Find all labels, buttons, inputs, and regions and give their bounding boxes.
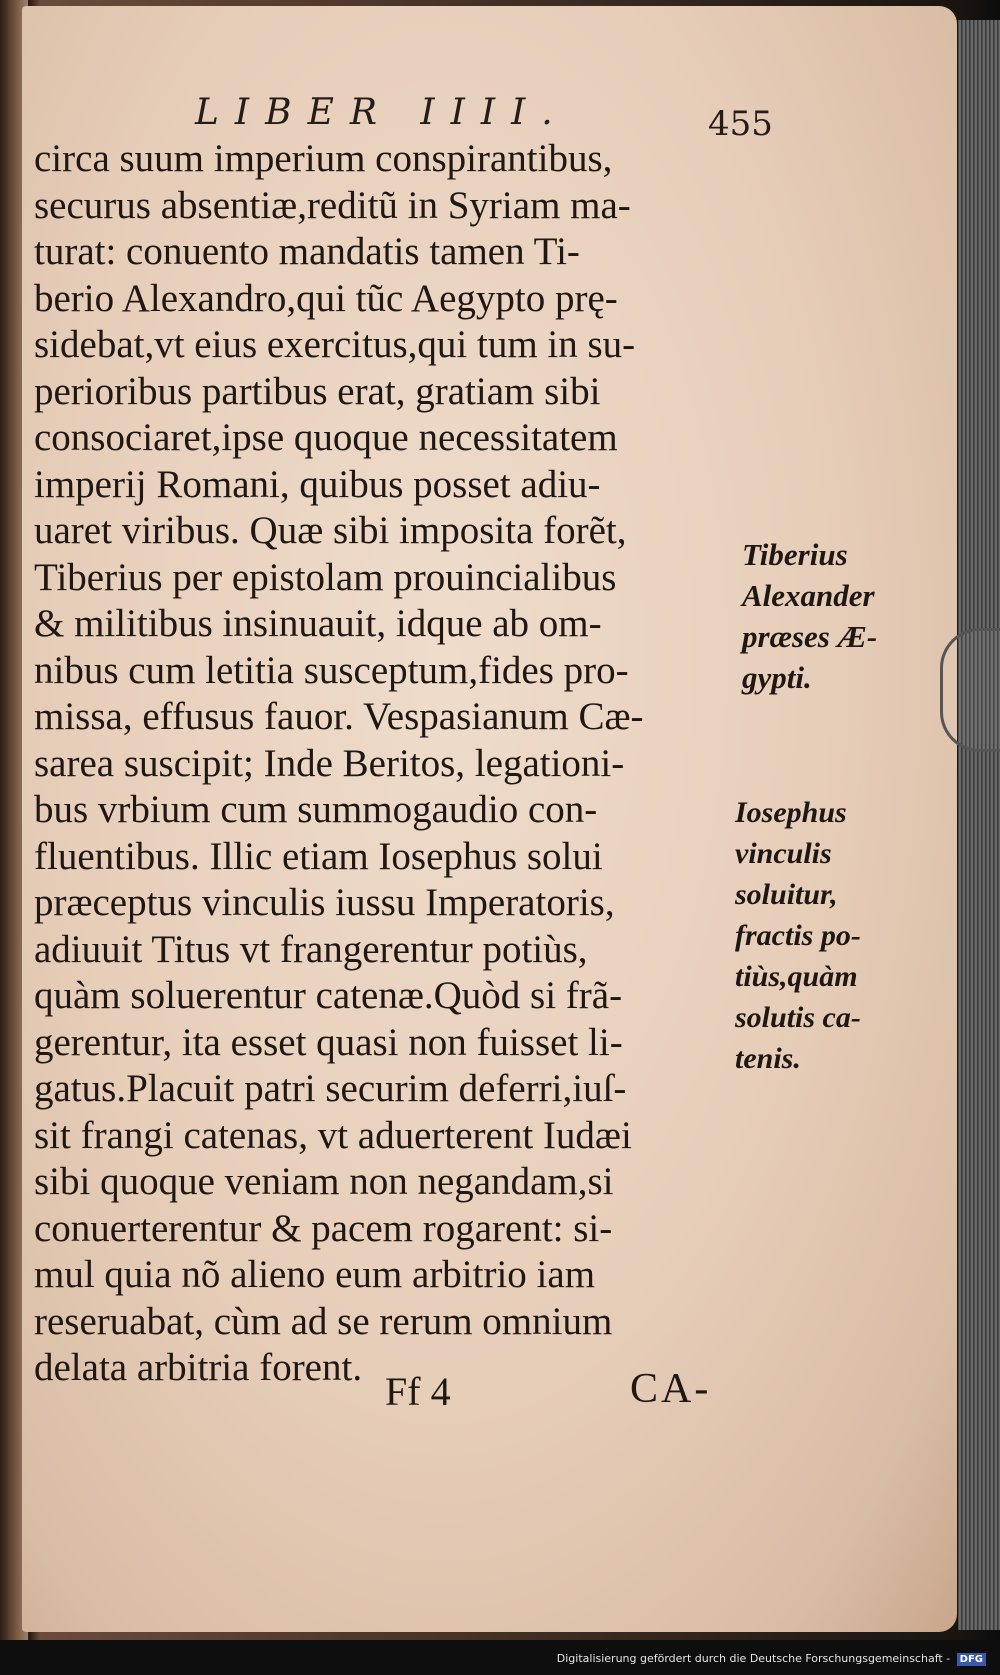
text-line: & militibus insinuauit, idque ab om-: [34, 602, 602, 645]
text-line: gerentur, ita esset quasi non fuisset li-: [34, 1020, 623, 1064]
text-line: delata arbitria forent.: [34, 1346, 363, 1389]
margin-note-line: Alexander: [742, 578, 875, 613]
margin-note-line: vinculis: [735, 837, 832, 870]
margin-note-line: Tiberius: [742, 537, 848, 572]
text-line: sit frangi catenas, vt aduerterent Iudæi: [34, 1113, 632, 1157]
funding-credit-text: Digitalisierung gefördert durch die Deutsche Forschungsgemeinschaft -: [556, 1652, 951, 1665]
body-text: [34, 136, 734, 1392]
text-line: securus absentiæ,reditũ in Syriam ma-: [34, 183, 631, 227]
text-line: missa, effusus fauor. Vespasianum Cæ-: [34, 695, 644, 738]
text-line: perioribus partibus erat, gratiam sibi: [34, 369, 601, 413]
text-line: uaret viribus. Quæ sibi imposita forẽt,: [34, 509, 627, 552]
funding-credit: [557, 1652, 986, 1666]
text-line: berio Alexandro,qui tũc Aegypto prę-: [34, 276, 618, 320]
text-line: bus vrbium cum summogaudio con-: [34, 788, 598, 831]
margin-note-tiberius: [742, 534, 877, 698]
margin-note-line: gypti.: [742, 660, 812, 695]
text-line: sibi quoque veniam non negandam,si: [34, 1160, 614, 1203]
text-line: circa suum imperium conspirantibus,: [34, 137, 613, 180]
text-line: conuerterentur & pacem rogarent: si-: [34, 1206, 613, 1250]
text-line: mul quia nõ alieno eum arbitrio iam: [34, 1253, 596, 1296]
margin-note-line: soluitur,: [735, 878, 838, 911]
text-line: sidebat,vt eius exercitus,qui tum in su-: [34, 323, 636, 366]
clasp-ring: [940, 628, 1000, 752]
margin-note-line: solutis ca-: [735, 1001, 861, 1034]
page-number: 455: [708, 104, 773, 144]
page-stack-edge: [958, 20, 1000, 1630]
margin-note-line: tenis.: [735, 1042, 801, 1075]
margin-note-line: præses Æ-: [742, 619, 878, 654]
signature-mark: Ff 4: [385, 1369, 451, 1414]
text-line: consociaret,ipse quoque necessitatem: [34, 416, 618, 459]
text-line: Tiberius per epistolam prouincialibus: [34, 555, 617, 599]
margin-note-line: Iosephus: [735, 796, 847, 829]
text-line: imperij Romani, quibus posset adiu-: [34, 462, 601, 506]
dfg-logo: DFG: [957, 1653, 986, 1666]
text-line: reseruabat, cùm ad se rerum omnium: [34, 1299, 613, 1343]
text-line: adiuuit Titus vt frangerentur potiùs,: [34, 927, 588, 971]
text-line: gatus.Placuit patri securim deferri,iuſ-: [34, 1067, 627, 1110]
margin-note-iosephus: [735, 792, 861, 1079]
margin-note-line: fractis po-: [735, 919, 861, 952]
text-line: turat: conuento mandatis tamen Ti-: [34, 230, 580, 273]
text-line: nibus cum letitia susceptum,fides pro-: [34, 648, 629, 692]
text-line: quàm soluerentur catenæ.Quòd si frã-: [34, 974, 623, 1017]
running-title: LIBER IIII.: [195, 92, 569, 133]
margin-note-line: tiùs,quàm: [735, 960, 858, 993]
text-line: sarea suscipit; Inde Beritos, legationi-: [34, 741, 625, 785]
footer-bar: [0, 1640, 1000, 1675]
catchword: CA-: [630, 1366, 712, 1412]
text-line: præceptus vinculis iussu Imperatoris,: [34, 881, 615, 924]
text-line: fluentibus. Illic etiam Iosephus solui: [34, 834, 603, 878]
